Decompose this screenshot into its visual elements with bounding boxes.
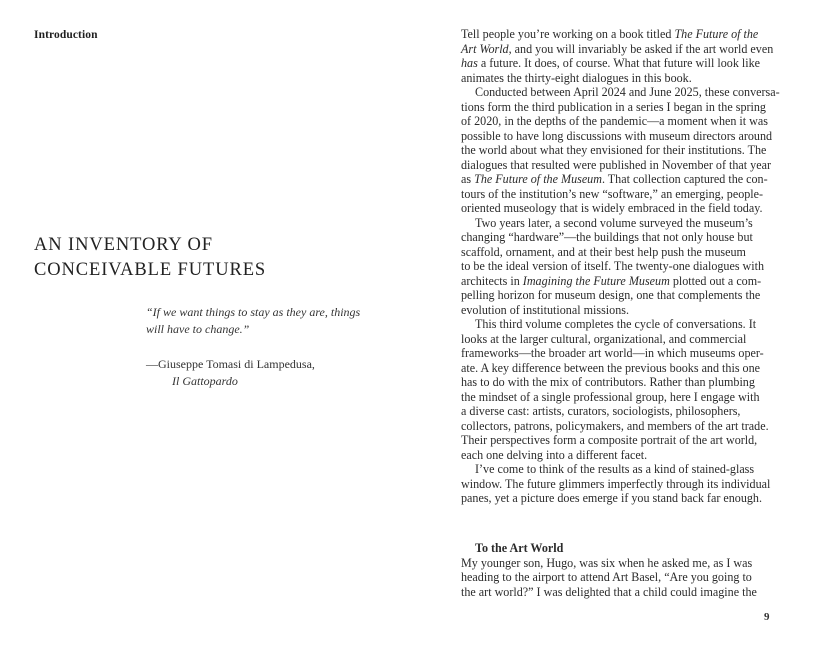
body-text: [461, 27, 817, 599]
section-spacer: [461, 506, 817, 527]
book-title: Imagining the Future Museum: [522, 273, 670, 288]
body-line: [461, 172, 817, 187]
epigraph-attribution: —Giuseppe Tomasi di Lampedusa,: [146, 357, 315, 371]
emphasis: has: [461, 56, 478, 70]
body-line: dialogues that resulted were published in November of that year: [461, 157, 771, 172]
body-line: the mindset of a single professional group, here I engage with: [461, 389, 760, 404]
body-line: My younger son, Hugo, was six when he asked me, as I was: [461, 555, 753, 570]
body-line: [461, 42, 817, 57]
text-run: , and you will invariably be asked if the art world even: [508, 41, 774, 56]
body-line: Two years later, a second volume surveyed the museum’s: [475, 215, 753, 230]
body-line: has to do with the mix of contributors. Rather than plumbing: [461, 375, 755, 389]
section-subheading: To the Art World: [475, 541, 564, 555]
body-line: [461, 27, 817, 42]
body-line: each one delving into a different facet.: [461, 447, 648, 462]
body-line: of 2020, in the depths of the pandemic—a moment when it was: [461, 114, 768, 128]
text-run: architects in: [461, 273, 523, 288]
body-line: a diverse cast: artists, curators, sociologists, philosophers,: [461, 404, 741, 418]
body-line: to be the ideal version of itself. The twenty-one dialogues with: [461, 259, 765, 273]
chapter-title-line: AN INVENTORY OF: [34, 235, 213, 255]
section-spacer: [461, 527, 817, 542]
body-line: Their perspectives form a composite portrait of the art world,: [461, 433, 758, 447]
text-run: . That collection captured the con-: [601, 172, 768, 186]
body-line: looks at the larger cultural, organizational, and commercial: [461, 331, 747, 346]
epigraph-quote: [146, 304, 376, 338]
body-line: This third volume completes the cycle of conversations. It: [475, 317, 757, 331]
chapter-title: [34, 233, 266, 283]
text-run: Tell people you’re working on a book titled: [461, 27, 675, 41]
body-line: tions form the third publication in a series I began in the spring: [461, 99, 766, 114]
body-line: pelling horizon for museum design, one that complements the: [461, 288, 761, 302]
epigraph-quote-line: will have to change.”: [146, 322, 250, 336]
book-title: Art World: [461, 41, 509, 56]
body-line: frameworks—the broader art world—in which museums oper-: [461, 346, 764, 360]
body-line: possible to have long discussions with museum directors around: [461, 128, 773, 143]
epigraph-quote-line: “If we want things to stay as they are, things: [146, 305, 361, 319]
body-line: window. The future glimmers imperfectly through its individual: [461, 476, 771, 491]
body-line: [461, 56, 817, 71]
book-title: The Future of the Museum: [474, 172, 602, 186]
body-line: the art world?” I was delighted that a child could imagine the: [461, 584, 757, 599]
text-run: as: [461, 172, 475, 186]
body-line: the world about what they envisioned for their institutions. The: [461, 143, 767, 157]
section-label: Introduction: [34, 29, 98, 41]
body-line: tours of the institution’s new “software,” an emerging, people-: [461, 186, 764, 201]
right-page: [420, 0, 819, 648]
body-line: panes, yet a picture does emerge if you stand back far enough.: [461, 491, 763, 505]
body-line: heading to the airport to attend Art Basel, “Are you going to: [461, 570, 752, 584]
text-run: a future. It does, of course. What that future will look like: [477, 56, 761, 70]
book-title: The Future of the: [674, 27, 759, 41]
body-line: scaffold, ornament, and at their best help push the museum: [461, 244, 746, 259]
body-line: evolution of institutional missions.: [461, 302, 629, 317]
chapter-title-line: CONCEIVABLE FUTURES: [34, 260, 267, 280]
body-line: Conducted between April 2024 and June 2025, these conversa-: [475, 85, 780, 99]
epigraph: [146, 304, 376, 390]
body-line: animates the thirty-eight dialogues in this book.: [461, 70, 692, 85]
text-run: plotted out a com-: [669, 273, 762, 288]
body-line: oriented museology that is widely embraced in the field today.: [461, 201, 763, 215]
body-line: I’ve come to think of the results as a kind of stained-glass: [475, 462, 755, 476]
page-number: 9: [764, 611, 770, 623]
body-line: [461, 274, 817, 289]
body-line: collectors, patrons, policymakers, and members of the art trade.: [461, 418, 769, 433]
body-line: ate. A key difference between the previous books and this one: [461, 360, 761, 375]
body-line: changing “hardware”—the buildings that not only house but: [461, 230, 753, 244]
epigraph-work-title: Il Gattopardo: [172, 374, 238, 388]
